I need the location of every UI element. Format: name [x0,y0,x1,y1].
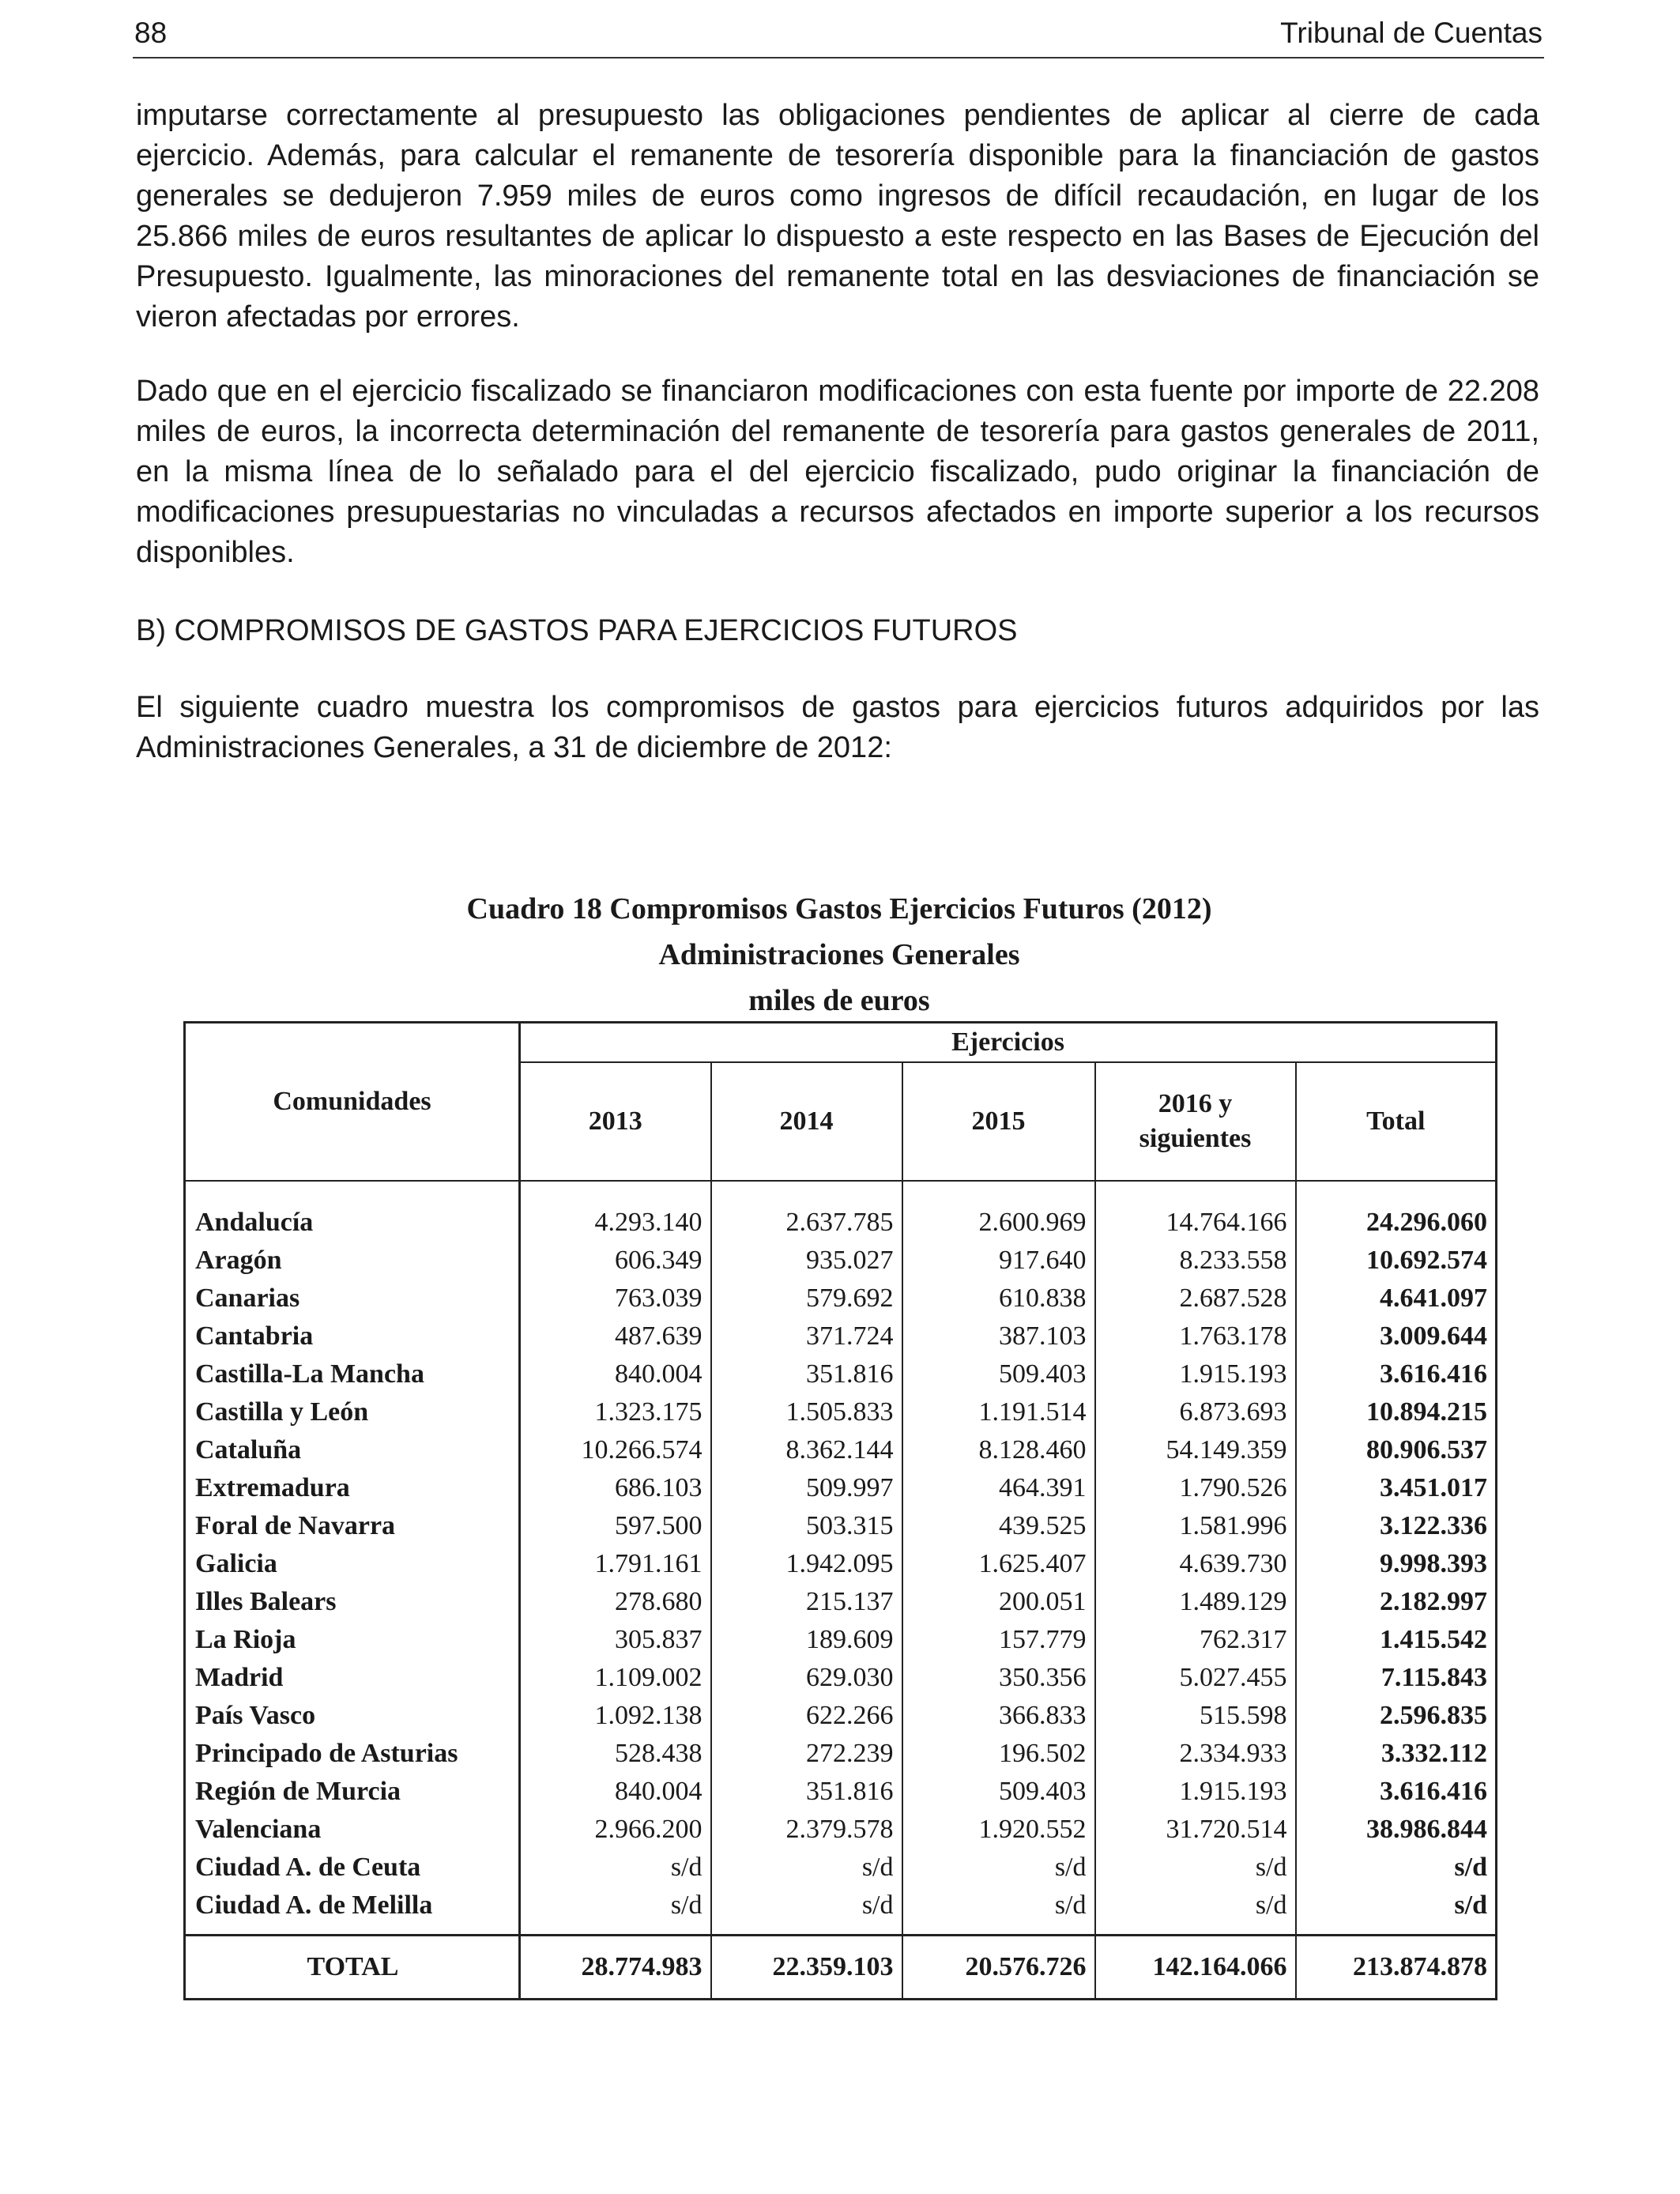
value-2013: 763.039 [520,1280,711,1318]
value-2013: s/d [520,1849,711,1887]
table-row [185,1469,1497,1507]
region-name: Aragón [185,1242,520,1280]
region-name: Ciudad A. de Ceuta [185,1849,520,1887]
value-2014: 189.609 [711,1621,902,1659]
value-2013: 2.966.200 [520,1811,711,1849]
table-spacer-row [185,1924,1497,1936]
table-row [185,1659,1497,1697]
value-2014: 272.239 [711,1735,902,1773]
value-2015: 1.920.552 [902,1811,1095,1849]
table-row [185,1204,1497,1242]
value-total: 24.296.060 [1296,1204,1497,1242]
table-spacer-row [185,1181,1497,1204]
value-2016-siguientes: 1.915.193 [1095,1773,1296,1811]
value-2014: 629.030 [711,1659,902,1697]
value-total: s/d [1296,1887,1497,1924]
value-2015: 464.391 [902,1469,1095,1507]
value-2014: 1.942.095 [711,1545,902,1583]
value-2013: 4.293.140 [520,1204,711,1242]
value-2015: 196.502 [902,1735,1095,1773]
region-name: Foral de Navarra [185,1507,520,1545]
value-2015: 387.103 [902,1318,1095,1355]
region-name: Región de Murcia [185,1773,520,1811]
value-total: 1.415.542 [1296,1621,1497,1659]
value-2015: 917.640 [902,1242,1095,1280]
paragraph-modificaciones: Dado que en el ejercicio fiscalizado se financiaron modificaciones con esta fuente por importe de 22.208 miles de euros, la incorrecta determinación del remanente de tesorería para gastos generales de 2011, en la misma línea de lo señalado para el del ejercicio fiscalizado, pudo originar la financiación de modificaciones presupuestarias no vinculadas a recursos afectados en importe superior a los recursos disponibles. [136,375,1539,569]
column-header-total: Total [1296,1062,1497,1181]
value-total: 2.182.997 [1296,1583,1497,1621]
value-2014: s/d [711,1849,902,1887]
region-name: País Vasco [185,1697,520,1735]
region-name: Ciudad A. de Melilla [185,1887,520,1924]
column-group-ejercicios: Ejercicios [520,1023,1497,1063]
column-header-2016-line2: siguientes [1139,1124,1252,1153]
value-2013: 597.500 [520,1507,711,1545]
value-2013: 840.004 [520,1773,711,1811]
value-2016-siguientes: 5.027.455 [1095,1659,1296,1697]
region-name: Canarias [185,1280,520,1318]
table-subtitle: Administraciones Generales [658,938,1020,971]
table-row [185,1583,1497,1621]
value-2013: 305.837 [520,1621,711,1659]
value-2015: 8.128.460 [902,1431,1095,1469]
value-2016-siguientes: 2.334.933 [1095,1735,1296,1773]
section-heading: B) COMPROMISOS DE GASTOS PARA EJERCICIOS FUTUROS [136,614,1018,647]
value-2013: 10.266.574 [520,1431,711,1469]
table-row [185,1393,1497,1431]
table-row [185,1242,1497,1280]
paragraph-table-intro: El siguiente cuadro muestra los compromisos de gastos para ejercicios futuros adquiridos por las Administraciones Generales, a 31 de diciembre de 2012: [136,691,1539,764]
value-2014: 215.137 [711,1583,902,1621]
value-2016-siguientes: 1.790.526 [1095,1469,1296,1507]
total-label: TOTAL [185,1936,520,2000]
total-2013: 28.774.983 [520,1936,711,2000]
region-name: Valenciana [185,1811,520,1849]
value-2013: s/d [520,1887,711,1924]
region-name: Galicia [185,1545,520,1583]
value-2016-siguientes: 54.149.359 [1095,1431,1296,1469]
region-name: Castilla-La Mancha [185,1355,520,1393]
value-2016-siguientes: 762.317 [1095,1621,1296,1659]
table-row [185,1697,1497,1735]
table-title: Cuadro 18 Compromisos Gastos Ejercicios Futuros (2012) [466,892,1212,925]
table-units: miles de euros [748,984,930,1017]
column-header-2014: 2014 [711,1062,902,1181]
table-body [185,1181,1497,1936]
value-2013: 840.004 [520,1355,711,1393]
value-2013: 1.109.002 [520,1659,711,1697]
value-2016-siguientes: 6.873.693 [1095,1393,1296,1431]
table-row [185,1849,1497,1887]
table-row [185,1811,1497,1849]
table-row [185,1280,1497,1318]
value-total: 10.894.215 [1296,1393,1497,1431]
value-2015: 366.833 [902,1697,1095,1735]
table-row [185,1355,1497,1393]
value-2014: 1.505.833 [711,1393,902,1431]
value-2016-siguientes: 1.489.129 [1095,1583,1296,1621]
value-2015: 2.600.969 [902,1204,1095,1242]
value-total: 4.641.097 [1296,1280,1497,1318]
table-row [185,1887,1497,1924]
page-header [133,16,1544,58]
value-2015: 509.403 [902,1773,1095,1811]
region-name: Cantabria [185,1318,520,1355]
value-2016-siguientes: 31.720.514 [1095,1811,1296,1849]
value-2014: s/d [711,1887,902,1924]
value-total: 3.616.416 [1296,1355,1497,1393]
value-2014: 579.692 [711,1280,902,1318]
value-2015: 200.051 [902,1583,1095,1621]
table-row [185,1735,1497,1773]
region-name: Principado de Asturias [185,1735,520,1773]
value-2013: 606.349 [520,1242,711,1280]
value-total: s/d [1296,1849,1497,1887]
value-total: 3.332.112 [1296,1735,1497,1773]
value-2014: 2.379.578 [711,1811,902,1849]
value-2013: 1.323.175 [520,1393,711,1431]
region-name: Cataluña [185,1431,520,1469]
value-total: 38.986.844 [1296,1811,1497,1849]
value-2014: 622.266 [711,1697,902,1735]
value-total: 9.998.393 [1296,1545,1497,1583]
total-2014: 22.359.103 [711,1936,902,2000]
table-row [185,1773,1497,1811]
value-2016-siguientes: 2.687.528 [1095,1280,1296,1318]
region-name: Extremadura [185,1469,520,1507]
table-row [185,1431,1497,1469]
value-2015: 610.838 [902,1280,1095,1318]
value-2014: 509.997 [711,1469,902,1507]
value-2015: s/d [902,1849,1095,1887]
value-2014: 8.362.144 [711,1431,902,1469]
value-total: 7.115.843 [1296,1659,1497,1697]
value-2014: 351.816 [711,1773,902,1811]
column-header-2013: 2013 [520,1062,711,1181]
column-header-2016-line1: 2016 y [1158,1089,1233,1118]
value-total: 2.596.835 [1296,1697,1497,1735]
value-total: 3.616.416 [1296,1773,1497,1811]
column-header-comunidades: Comunidades [185,1023,520,1182]
value-2016-siguientes: 515.598 [1095,1697,1296,1735]
value-2014: 371.724 [711,1318,902,1355]
table-row [185,1545,1497,1583]
value-2016-siguientes: 4.639.730 [1095,1545,1296,1583]
total-grand: 213.874.878 [1296,1936,1497,2000]
table-row [185,1318,1497,1355]
value-2015: 509.403 [902,1355,1095,1393]
value-2015: 1.625.407 [902,1545,1095,1583]
value-2016-siguientes: 1.581.996 [1095,1507,1296,1545]
value-total: 3.122.336 [1296,1507,1497,1545]
value-2014: 2.637.785 [711,1204,902,1242]
value-total: 10.692.574 [1296,1242,1497,1280]
paragraph-remanente-tesoreria: imputarse correctamente al presupuesto las obligaciones pendientes de aplicar al cierre de cada ejercicio. Además, para calcular el remanente de tesorería disponible para la financiación de gastos generales se dedujeron 7.959 miles de euros como ingresos de difícil recaudación, en lugar de los 25.866 miles de euros resultantes de aplicar lo dispuesto a este respecto en las Bases de Ejecución del Presupuesto. Igualmente, las minoraciones del remanente total en las desviaciones de financiación se vieron afectadas por errores. [136,99,1539,334]
value-2014: 503.315 [711,1507,902,1545]
value-2013: 686.103 [520,1469,711,1507]
value-2013: 1.092.138 [520,1697,711,1735]
value-2016-siguientes: 1.915.193 [1095,1355,1296,1393]
value-2013: 1.791.161 [520,1545,711,1583]
region-name: Andalucía [185,1204,520,1242]
value-2014: 351.816 [711,1355,902,1393]
region-name: La Rioja [185,1621,520,1659]
value-total: 3.009.644 [1296,1318,1497,1355]
table-row [185,1621,1497,1659]
value-2016-siguientes: s/d [1095,1849,1296,1887]
column-header-2016-siguientes [1095,1062,1296,1181]
value-total: 80.906.537 [1296,1431,1497,1469]
table-total-row [185,1936,1497,2000]
value-2013: 528.438 [520,1735,711,1773]
region-name: Madrid [185,1659,520,1697]
value-2016-siguientes: s/d [1095,1887,1296,1924]
region-name: Castilla y León [185,1393,520,1431]
total-2015: 20.576.726 [902,1936,1095,2000]
value-2015: 439.525 [902,1507,1095,1545]
page-number: 88 [134,17,168,49]
column-header-2015: 2015 [902,1062,1095,1181]
value-2016-siguientes: 8.233.558 [1095,1242,1296,1280]
value-2015: s/d [902,1887,1095,1924]
value-2016-siguientes: 1.763.178 [1095,1318,1296,1355]
value-2014: 935.027 [711,1242,902,1280]
value-2013: 487.639 [520,1318,711,1355]
value-total: 3.451.017 [1296,1469,1497,1507]
total-2016-siguientes: 142.164.066 [1095,1936,1296,2000]
commitments-table [183,1021,1497,2000]
value-2016-siguientes: 14.764.166 [1095,1204,1296,1242]
value-2015: 1.191.514 [902,1393,1095,1431]
value-2015: 350.356 [902,1659,1095,1697]
table-row [185,1507,1497,1545]
value-2013: 278.680 [520,1583,711,1621]
value-2015: 157.779 [902,1621,1095,1659]
running-header-title: Tribunal de Cuentas [1280,17,1543,49]
region-name: Illes Balears [185,1583,520,1621]
